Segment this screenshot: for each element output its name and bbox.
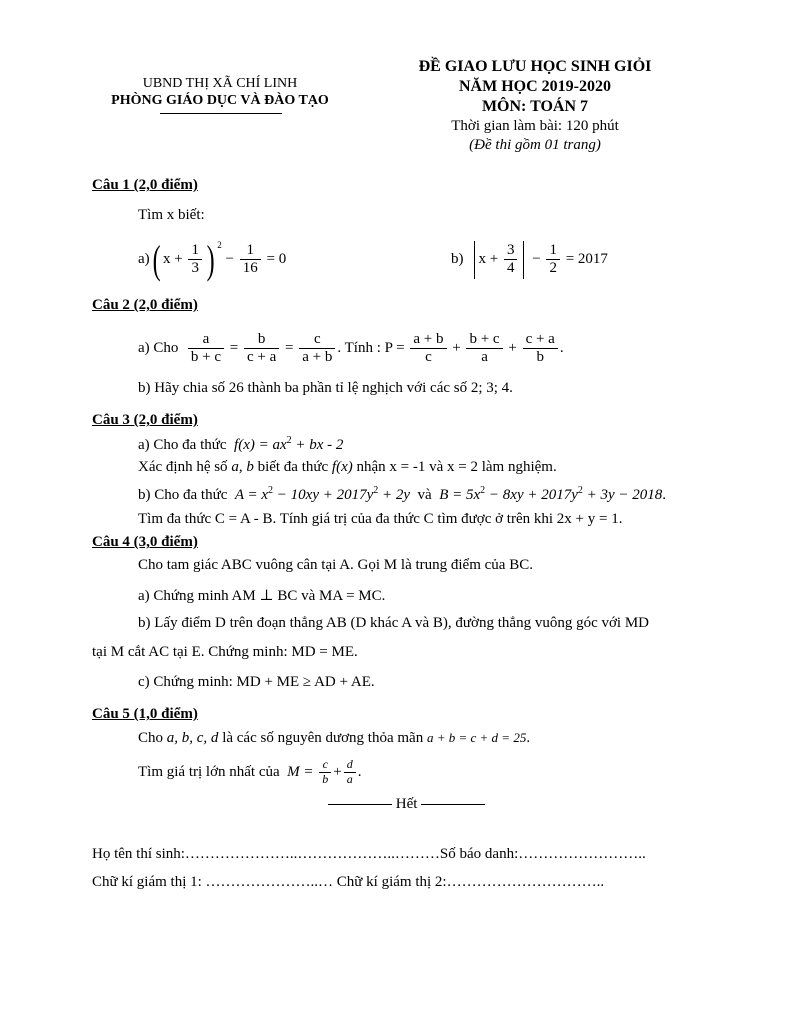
- department-underline: [160, 113, 282, 114]
- q1b-fraction-1: $\frac{3}{4}$: [504, 242, 518, 278]
- q1a-fraction-2: $\frac{1}{16}$: [240, 242, 261, 278]
- q3b-line1: b) Cho đa thức $A = x^2 - 10xy + 2017y^2 + 2y$ và $B = 5x^2 - 8xy + 2017y^2 + 3y - 2018$.: [138, 485, 667, 503]
- q5-line2: Tìm giá trị lớn nhất của M = $\frac{c}{b}$ + $\frac{d}{a}$ .: [138, 757, 362, 787]
- school-year: NĂM HỌC 2019-2020: [459, 78, 611, 95]
- abs-bar-right: [523, 241, 524, 279]
- abs-bar-left: [474, 241, 475, 279]
- q5-fraction-1: $\frac{c}{b}$: [319, 758, 331, 787]
- right-paren: ): [206, 236, 215, 282]
- q1-intro: Tìm x biết:: [138, 207, 205, 223]
- q1a-equation: a)( x + $\frac{1}{3}$ ) $^2$ − $\frac{1}{16}$ = 0: [138, 236, 287, 282]
- subject: MÔN: TOÁN 7: [481, 98, 589, 115]
- q4-title: Câu 4 (3,0 điểm): [92, 534, 198, 550]
- q2b-statement: b) Hãy chia số 26 thành ba phần tỉ lệ nghịch với các số 2; 3; 4.: [138, 380, 513, 396]
- q2a-fraction-3: $\frac{c}{a + b}$: [299, 331, 335, 367]
- end-marker: Hết: [328, 796, 485, 813]
- q5-fraction-2: $\frac{d}{a}$: [344, 758, 356, 787]
- q2a-fraction-1: $\frac{a}{b + c}$: [188, 331, 224, 367]
- q2a-p-fraction-1: $\frac{a + b}{c}$: [410, 331, 446, 367]
- left-paren: (: [152, 236, 161, 282]
- q3b-line2: Tìm đa thức C = A - B. Tính giá trị của đa thức C tìm được ở trên khi 2x + y = 1.: [138, 511, 623, 527]
- exam-title: ĐỀ GIAO LƯU HỌC SINH GIỎI: [418, 58, 652, 75]
- department-name: PHÒNG GIÁO DỤC VÀ ĐÀO TẠO: [111, 93, 329, 108]
- q1b-label: b): [451, 251, 464, 267]
- agency-name: UBND THỊ XÃ CHÍ LINH: [142, 76, 298, 91]
- end-rule-left: [328, 804, 392, 805]
- q4b-statement-2: tại M cắt AC tại E. Chứng minh: MD = ME.: [92, 644, 358, 660]
- q1a-exponent: 2: [217, 240, 222, 250]
- q2a-fraction-2: $\frac{b}{c + a}$: [244, 331, 279, 367]
- q2a-p-fraction-2: $\frac{b + c}{a}$: [466, 331, 502, 367]
- q2-title: Câu 2 (2,0 điểm): [92, 297, 198, 313]
- supervisor-signature-line: Chữ kí giám thị 1: …………………..… Chữ kí giám thị 2:…………………………..: [92, 874, 605, 890]
- time-allowed: Thời gian làm bài: 120 phút: [451, 118, 619, 134]
- q3a-line1: a) Cho đa thức $f(x) = ax^2$ + bx - 2: [138, 435, 344, 453]
- q3a-line2: Xác định hệ số a, b biết đa thức f(x) nhận x = -1 và x = 2 làm nghiệm.: [138, 459, 557, 475]
- q4a-statement: a) Chứng minh AM ⊥ BC và MA = MC.: [138, 588, 386, 604]
- q4c-statement: c) Chứng minh: MD + ME ≥ AD + AE.: [138, 674, 375, 690]
- q5-line1: Cho a, b, c, d là các số nguyên dương thỏa mãn a + b = c + d = 25.: [138, 730, 531, 746]
- page-count-note: (Đề thi gồm 01 trang): [469, 137, 601, 153]
- q1b-fraction-2: $\frac{1}{2}$: [546, 242, 560, 278]
- q1b-equation: b) x + $\frac{3}{4}$ − $\frac{1}{2}$ = 2017: [451, 236, 608, 282]
- q1a-label: a): [138, 251, 150, 267]
- q2a-statement: a) Cho $\frac{a}{b + c}$ = $\frac{b}{c + a}$ = $\frac{c}{a + b}$ . Tính : P = $\frac{a + b}{c}$ + $\frac{b + c}{a}$ + $\frac{c + a}{b}$ .: [138, 330, 564, 366]
- q4b-statement-1: b) Lấy điểm D trên đoạn thẳng AB (D khác A và B), đường thẳng vuông góc với MD: [138, 615, 649, 631]
- candidate-info-line: Họ tên thí sinh:…………………..………………..………Số báo danh:……………………..: [92, 846, 646, 862]
- q3-title: Câu 3 (2,0 điểm): [92, 412, 198, 428]
- q4-intro: Cho tam giác ABC vuông cân tại A. Gọi M là trung điểm của BC.: [138, 557, 533, 573]
- q1-title: Câu 1 (2,0 điểm): [92, 177, 198, 193]
- q5-title: Câu 5 (1,0 điểm): [92, 706, 198, 722]
- end-rule-right: [421, 804, 485, 805]
- q2a-p-fraction-3: $\frac{c + a}{b}$: [523, 331, 558, 367]
- q1a-fraction-1: $\frac{1}{3}$: [188, 242, 202, 278]
